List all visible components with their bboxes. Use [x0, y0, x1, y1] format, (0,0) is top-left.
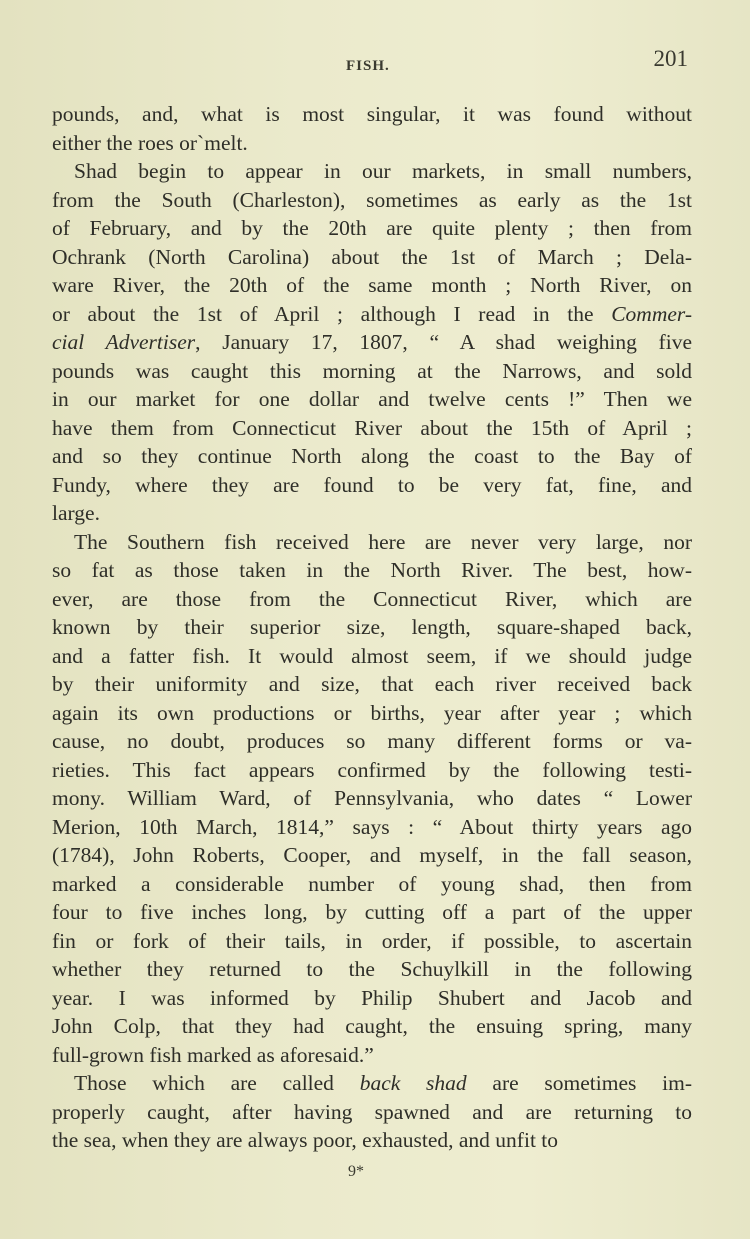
- text-line: pounds was caught this morning at the Narrows, and sold: [52, 358, 692, 383]
- text-line: Shad begin to appear in our markets, in small numbers,: [74, 159, 692, 183]
- text-line: full-grown fish marked as aforesaid.”: [52, 1042, 374, 1067]
- text-line: have them from Connecticut River about the 15th of April ;: [52, 415, 692, 440]
- page-header: [52, 46, 692, 86]
- text-line: in our market for one dollar and twelve cents !” Then we: [52, 387, 692, 411]
- text-line: large.: [52, 501, 100, 525]
- text-line: either the roes or`melt.: [52, 130, 248, 155]
- page-number: 201: [653, 46, 688, 71]
- text-line: cial Advertiser, January 17, 1807, “ A shad weighing five: [52, 330, 692, 354]
- text-line: of February, and by the 20th are quite plenty ; then from: [52, 216, 692, 240]
- text-line: by their uniformity and size, that each river received back: [52, 672, 692, 696]
- text-line: John Colp, that they had caught, the ensuing spring, many: [52, 1014, 692, 1038]
- paragraph: [52, 100, 692, 157]
- text-line: whether they returned to the Schuylkill in the following: [52, 957, 692, 981]
- text-line: ever, are those from the Connecticut River, which are: [52, 586, 692, 611]
- paragraph: [52, 1069, 692, 1155]
- text-line: pounds, and, what is most singular, it was found without: [52, 102, 692, 126]
- paragraph: [52, 157, 692, 528]
- text-line: cause, no doubt, produces so many different forms or va-: [52, 729, 692, 753]
- text-line: Merion, 10th March, 1814,” says : “ About thirty years ago: [52, 814, 692, 839]
- text-line: The Southern fish received here are never very large, nor: [74, 529, 692, 554]
- text-line: year. I was informed by Philip Shubert and Jacob and: [52, 985, 692, 1010]
- running-head: FISH.: [346, 58, 390, 74]
- text-line: four to five inches long, by cutting off a part of the upper: [52, 900, 692, 924]
- text-line: the sea, when they are always poor, exhausted, and unfit to: [52, 1128, 559, 1152]
- text-line: and so they continue North along the coast to the Bay of: [52, 444, 692, 468]
- text-line: (1784), John Roberts, Cooper, and myself, in the fall season,: [52, 843, 692, 867]
- text-line: marked a considerable number of young shad, then from: [52, 871, 692, 896]
- text-line: known by their superior size, length, square-shaped back,: [52, 615, 692, 639]
- text-line: or about the 1st of April ; although I read in the Commer-: [52, 301, 692, 326]
- text-line: again its own productions or births, year after year ; which: [52, 700, 692, 725]
- text-line: Fundy, where they are found to be very fat, fine, and: [52, 472, 692, 497]
- text-line: ware River, the 20th of the same month ; North River, on: [52, 273, 692, 297]
- text-line: from the South (Charleston), sometimes as early as the 1st: [52, 187, 692, 212]
- text-line: properly caught, after having spawned and are returning to: [52, 1099, 692, 1124]
- text-line: Ochrank (North Carolina) about the 1st of March ; Dela-: [52, 244, 692, 269]
- text-line: mony. William Ward, of Pennsylvania, who dates “ Lower: [52, 786, 692, 810]
- text-line: and a fatter fish. It would almost seem, if we should judge: [52, 643, 692, 668]
- signature-mark: 9*: [348, 1163, 364, 1180]
- text-line: Those which are called back shad are sometimes im-: [74, 1071, 692, 1095]
- text-line: so fat as those taken in the North River. The best, how-: [52, 558, 692, 582]
- text-line: rieties. This fact appears confirmed by the following testi-: [52, 757, 692, 782]
- text-line: fin or fork of their tails, in order, if possible, to ascertain: [52, 928, 692, 953]
- body-text: [52, 100, 692, 1155]
- paragraph: [52, 528, 692, 1070]
